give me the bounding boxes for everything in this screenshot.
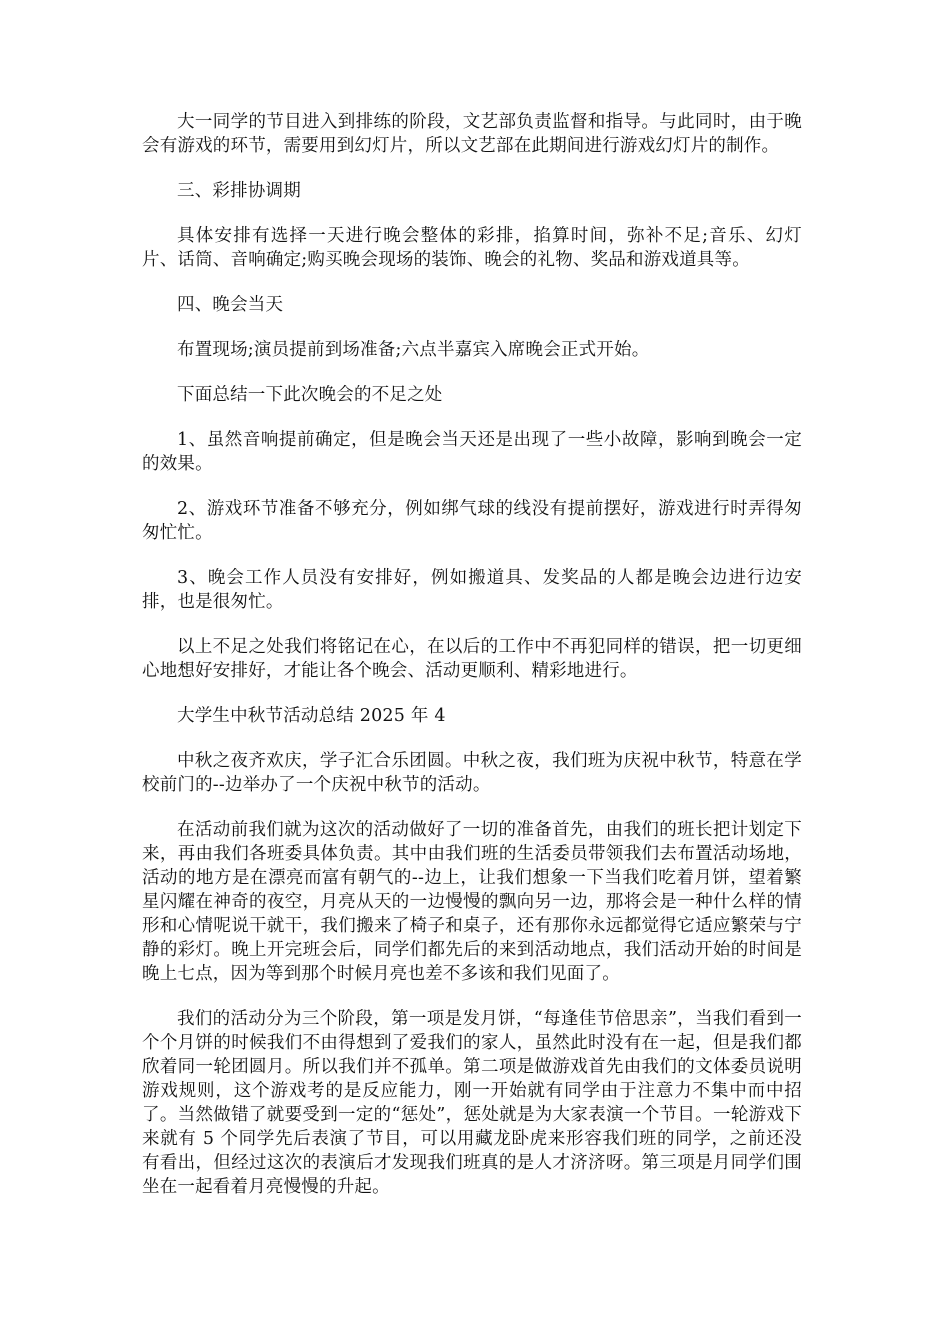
paragraph-mid-autumn-intro: 中秋之夜齐欢庆，学子汇合乐团圆。中秋之夜，我们班为庆祝中秋节，特意在学校前门的--边举办了一个庆祝中秋节的活动。 <box>142 751 802 795</box>
paragraph-conclusion: 以上不足之处我们将铭记在心，在以后的工作中不再犯同样的错误，把一切更细心地想好安排好，才能让各个晚会、活动更顺利、精彩地进行。 <box>142 637 802 681</box>
paragraph-party-day-details: 布置现场;演员提前到场准备;六点半嘉宾入席晚会正式开始。 <box>177 340 650 360</box>
paragraph-mid-autumn-preparation: 在活动前我们就为这次的活动做好了一切的准备首先，由我们的班长把计划定下来，再由我们各班委具体负责。其中由我们班的生活委员带领我们去布置活动场地，活动的地方是在漂亮而富有朝气的--边上，让我们想象一下当我们吃着月饼，望着繁星闪耀在神奇的夜空，月亮从天的一边慢慢的飘向另一边，那将会是一种什么样的情形和心情呢说干就干，我们搬来了椅子和桌子，还有那你永远都觉得它适应繁荣与宁静的彩灯。晚上开完班会后，同学们都先后的来到活动地点，我们活动开始的时间是晚上七点，因为等到那个时候月亮也差不多该和我们见面了。 <box>142 820 802 984</box>
paragraph-mid-autumn-activities: 我们的活动分为三个阶段，第一项是发月饼，“每逢佳节倍思亲”，当我们看到一个个月饼的时候我们不由得想到了爱我们的家人，虽然此时没有在一起，但是我们都欣着同一轮团圆月。所以我们并不孤单。第二项是做游戏首先由我们的文体委员说明游戏规则，这个游戏考的是反应能力，刚一开始就有同学由于注意力不集中而中招了。当然做错了就要受到一定的“惩处”，惩处就是为大家表演一个节目。一轮游戏下来就有 5 个同学先后表演了节目，可以用藏龙卧虎来形容我们班的同学，之前还没有看出，但经过这次的表演后才发现我们班真的是人才济济呀。第三项是月同学们围坐在一起看着月亮慢慢的升起。 <box>142 1009 802 1197</box>
document-page <box>142 110 802 1220</box>
list-item-shortcoming-3: 3、晚会工作人员没有安排好，例如搬道具、发奖品的人都是晚会边进行边安排，也是很匆忙。 <box>142 568 802 612</box>
section-heading-party-day: 四、晚会当天 <box>177 295 284 315</box>
section-title-mid-autumn-summary: 大学生中秋节活动总结 2025 年 4 <box>177 706 446 726</box>
list-item-shortcoming-1: 1、虽然音响提前确定，但是晚会当天还是出现了一些小故障，影响到晚会一定的效果。 <box>142 430 802 474</box>
paragraph-shortcomings-intro: 下面总结一下此次晚会的不足之处 <box>177 385 443 405</box>
paragraph-rehearsal-details: 具体安排有选择一天进行晚会整体的彩排，掐算时间，弥补不足;音乐、幻灯片、话筒、音响确定;购买晚会现场的装饰、晚会的礼物、奖品和游戏道具等。 <box>142 226 802 270</box>
paragraph-rehearsal-preparation: 大一同学的节目进入到排练的阶段，文艺部负责监督和指导。与此同时，由于晚会有游戏的环节，需要用到幻灯片，所以文艺部在此期间进行游戏幻灯片的制作。 <box>142 112 802 156</box>
list-item-shortcoming-2: 2、游戏环节准备不够充分，例如绑气球的线没有提前摆好，游戏进行时弄得匆匆忙忙。 <box>142 499 802 543</box>
section-heading-rehearsal-coordination: 三、彩排协调期 <box>177 181 301 201</box>
